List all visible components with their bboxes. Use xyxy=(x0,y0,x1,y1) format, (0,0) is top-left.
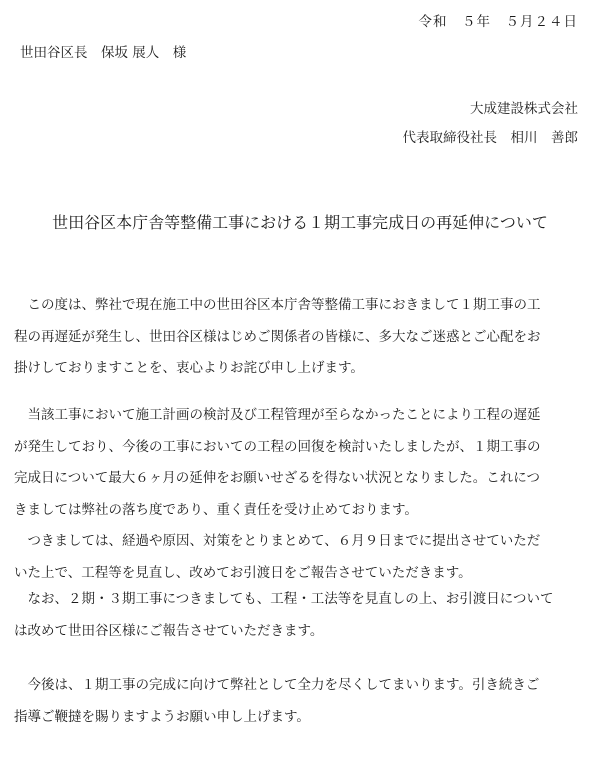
paragraph-line: なお、２期・３期工事につきましても、工程・工法等を見直しの上、お引渡日について xyxy=(14,591,554,607)
paragraph-line: 程の再遅延が発生し、世田谷区様はじめご関係者の皆様に、多大なご迷惑とご心配をお xyxy=(14,328,541,345)
paragraph-apology xyxy=(14,290,586,385)
paragraph-line: 完成日について最大６ヶ月の延伸をお願いせざるを得ない状況となりました。これにつ xyxy=(14,470,540,486)
sender-company: 大成建設株式会社 xyxy=(470,101,578,117)
recipient-name: 世田谷区長 保坂 展人 様 xyxy=(20,45,187,61)
paragraph-line: この度は、弊社で現在施工中の世田谷区本庁舎等整備工事におきまして１期工事の工 xyxy=(14,297,541,313)
paragraph-line: きましては弊社の落ち度であり、重く責任を受け止めております。 xyxy=(14,501,418,518)
paragraph-line: が発生しており、今後の工事においての工程の回復を検討いたしましたが、１期工事の xyxy=(14,438,541,455)
sender-representative: 代表取締役社長 相川 善郎 xyxy=(402,130,578,146)
paragraph-line: 指導ご鞭撻を賜りますようお願い申し上げます。 xyxy=(14,708,310,725)
paragraph-line: 今後は、１期工事の完成に向けて弊社として全力を尽くしてまいります。引き続きご xyxy=(14,677,540,693)
paragraph-line: 当該工事において施工計画の検討及び工程管理が至らなかったことにより工程の遅延 xyxy=(14,407,541,423)
paragraph-line: いた上で、工程等を見直し、改めてお引渡日をご報告させていただきます。 xyxy=(14,564,472,581)
paragraph-line: つきましては、経過や原因、対策をとりまとめて、６月９日までに提出させていただ xyxy=(14,533,541,549)
document-title: 世田谷区本庁舎等整備工事における１期工事完成日の再延伸について xyxy=(52,213,548,232)
paragraph-line: は改めて世田谷区様にご報告させていただきます。 xyxy=(14,622,324,639)
paragraph-closing xyxy=(14,670,586,733)
paragraph-delay-explanation xyxy=(14,400,586,589)
paragraph-phase-2-3 xyxy=(14,584,586,647)
paragraph-line: 掛けしておりますことを、衷心よりお詫び申し上げます。 xyxy=(14,360,364,376)
document-date: 令和 ５年 ５月２４日 xyxy=(418,14,578,30)
